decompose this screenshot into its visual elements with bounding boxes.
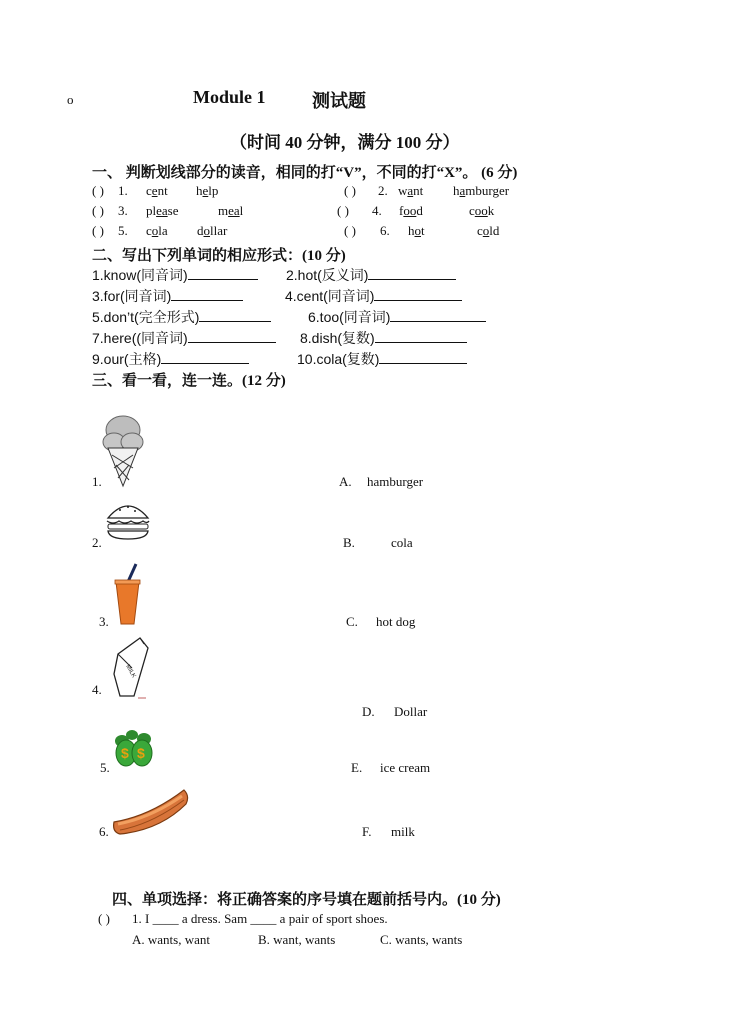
match-left-number: 3.	[99, 614, 109, 629]
hamburger-icon	[105, 500, 151, 540]
underlined-letters: o	[203, 223, 210, 238]
word-form-item: 9.our(主格)	[92, 349, 249, 369]
underlined-letters: ea	[228, 203, 240, 218]
underlined-letters: o	[414, 223, 421, 238]
page-subtitle: （时间 40 分钟，满分 100 分）	[230, 133, 460, 152]
match-left-number: 2.	[92, 535, 102, 550]
q1-text: 1. I ____ a dress. Sam ____ a pair of sport shoes.	[132, 911, 388, 926]
q1-paren: ( )	[98, 911, 110, 926]
answer-blank[interactable]	[199, 309, 271, 322]
match-right-letter: C.	[346, 614, 358, 629]
match-left-number: 4.	[92, 682, 102, 697]
word-one: cola	[146, 223, 168, 238]
answer-blank[interactable]	[188, 267, 258, 280]
dollar-icon	[108, 727, 156, 773]
word-two: dollar	[197, 223, 228, 238]
page-title-cn: 测试题	[312, 91, 366, 111]
section4-heading: 四、单项选择：将正确答案的序号填在题前括号内。(10 分)	[112, 892, 501, 908]
page-title: Module 1	[193, 87, 266, 107]
match-right-word: ice cream	[380, 760, 431, 775]
section1-heading: 一、 判断划线部分的读音，相同的打“V”，不同的打“X”。 (6 分)	[92, 165, 518, 181]
item-number: 2.	[378, 183, 388, 198]
underlined-letters: oo	[474, 203, 488, 218]
milk-icon	[112, 634, 152, 700]
match-right-word: cola	[391, 535, 413, 550]
word-form-item: 8.dish(复数)	[300, 328, 467, 348]
underlined-letters: e	[151, 183, 158, 198]
word-form-item: 3.for(同音词)	[92, 286, 243, 306]
word-two: cook	[469, 203, 495, 218]
hot-dog-icon	[110, 786, 190, 836]
judge-paren[interactable]: ( )	[92, 183, 104, 198]
word-one: please	[146, 203, 179, 218]
q1-option-b: B. want, wants	[258, 932, 336, 947]
section2-heading: 二、写出下列单词的相应形式：(10 分)	[92, 248, 346, 264]
word-two: hamburger	[453, 183, 510, 198]
word-two: meal	[218, 203, 244, 218]
svg-text:$: $	[137, 745, 145, 761]
cola-icon	[112, 562, 142, 626]
match-right-letter: B.	[343, 535, 355, 550]
underlined-letters: a	[459, 183, 466, 198]
word-form-item: 10.cola(复数)	[297, 349, 467, 369]
answer-blank[interactable]	[188, 330, 276, 343]
judge-paren[interactable]: ( )	[344, 223, 356, 238]
match-right-letter: D.	[362, 704, 375, 719]
word-form-item: 7.here((同音词)	[92, 328, 276, 348]
answer-blank[interactable]	[368, 267, 456, 280]
match-left-number: 6.	[99, 824, 109, 839]
word-form-item: 6.too(同音词)	[308, 307, 486, 327]
word-form-item: 4.cent(同音词)	[285, 286, 462, 306]
match-right-word: milk	[391, 824, 415, 839]
word-form-item: 2.hot(反义词)	[286, 265, 456, 285]
match-right-letter: F.	[362, 824, 372, 839]
item-number: 4.	[372, 203, 382, 218]
item-number: 3.	[118, 203, 128, 218]
answer-blank[interactable]	[171, 288, 243, 301]
judge-paren[interactable]: ( )	[344, 183, 356, 198]
answer-blank[interactable]	[379, 351, 467, 364]
answer-blank[interactable]	[161, 351, 249, 364]
item-number: 1.	[118, 183, 128, 198]
underlined-letters: e	[202, 183, 209, 198]
match-right-word: hamburger	[367, 474, 424, 489]
q1-option-c: C. wants, wants	[380, 932, 463, 947]
ice-cream-icon	[100, 410, 146, 488]
match-left-number: 1.	[92, 474, 102, 489]
svg-text:$: $	[121, 745, 129, 761]
underlined-letters: o	[151, 223, 159, 238]
bullet-dot: o	[67, 92, 74, 107]
word-form-item: 5.don’t(完全形式)	[92, 307, 271, 327]
section3-heading: 三、看一看，连一连。(12 分)	[92, 373, 286, 389]
item-number: 6.	[380, 223, 390, 238]
word-form-item: 1.know(同音词)	[92, 265, 258, 285]
judge-paren[interactable]: ( )	[337, 203, 349, 218]
answer-blank[interactable]	[390, 309, 486, 322]
underlined-letters: ea	[156, 203, 168, 218]
word-one: cent	[146, 183, 168, 198]
word-one: hot	[408, 223, 425, 238]
milk-carton-label: MILK	[124, 664, 137, 680]
word-two: cold	[477, 223, 500, 238]
match-right-word: hot dog	[376, 614, 416, 629]
word-one: want	[398, 183, 424, 198]
answer-blank[interactable]	[375, 330, 467, 343]
word-one: food	[399, 203, 423, 218]
judge-paren[interactable]: ( )	[92, 223, 104, 238]
answer-blank[interactable]	[374, 288, 462, 301]
q1-option-a: A. wants, want	[132, 932, 210, 947]
underlined-letters: oo	[403, 203, 417, 218]
match-right-letter: E.	[351, 760, 363, 775]
match-left-number: 5.	[100, 760, 110, 775]
match-right-letter: A.	[339, 474, 352, 489]
judge-paren[interactable]: ( )	[92, 203, 104, 218]
underlined-letters: o	[482, 223, 490, 238]
word-two: help	[196, 183, 219, 198]
item-number: 5.	[118, 223, 128, 238]
underlined-letters: a	[407, 183, 414, 198]
match-right-word: Dollar	[394, 704, 428, 719]
